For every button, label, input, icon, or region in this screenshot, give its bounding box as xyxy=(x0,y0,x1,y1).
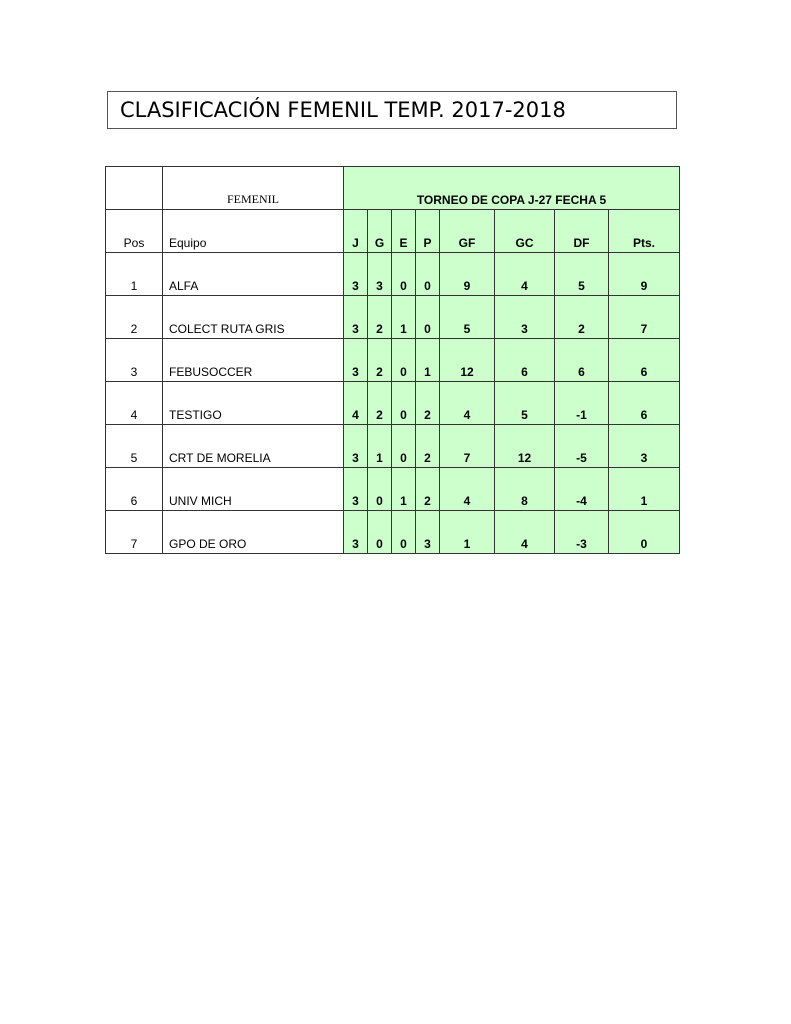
cell-team: GPO DE ORO xyxy=(163,511,344,554)
cell-p: 0 xyxy=(416,253,440,296)
column-header-p: P xyxy=(416,210,440,253)
cell-df: -4 xyxy=(555,468,609,511)
column-header-row xyxy=(106,210,680,253)
cell-gc: 12 xyxy=(495,425,555,468)
cell-pos: 1 xyxy=(106,253,163,296)
cell-team: TESTIGO xyxy=(163,382,344,425)
cell-gc: 3 xyxy=(495,296,555,339)
cell-g: 1 xyxy=(368,425,392,468)
column-header-pos: Pos xyxy=(106,210,163,253)
cell-pts: 9 xyxy=(609,253,680,296)
cell-gc: 6 xyxy=(495,339,555,382)
column-header-pts: Pts. xyxy=(609,210,680,253)
column-header-g: G xyxy=(368,210,392,253)
standings-table xyxy=(105,166,680,554)
table-row xyxy=(106,339,680,382)
cell-df: -5 xyxy=(555,425,609,468)
cell-gc: 4 xyxy=(495,253,555,296)
column-header-df: DF xyxy=(555,210,609,253)
cell-j: 3 xyxy=(344,296,368,339)
cell-j: 3 xyxy=(344,253,368,296)
cell-team: CRT DE MORELIA xyxy=(163,425,344,468)
cell-df: -1 xyxy=(555,382,609,425)
group-header-row xyxy=(106,167,680,210)
cell-g: 2 xyxy=(368,339,392,382)
cell-gf: 5 xyxy=(440,296,495,339)
cell-gf: 9 xyxy=(440,253,495,296)
cell-team: COLECT RUTA GRIS xyxy=(163,296,344,339)
cell-df: 2 xyxy=(555,296,609,339)
cell-pts: 6 xyxy=(609,382,680,425)
cell-gf: 12 xyxy=(440,339,495,382)
cell-j: 4 xyxy=(344,382,368,425)
cell-gf: 4 xyxy=(440,382,495,425)
cell-e: 0 xyxy=(392,339,416,382)
cell-e: 0 xyxy=(392,511,416,554)
page-title: CLASIFICACIÓN FEMENIL TEMP. 2017-2018 xyxy=(107,91,677,129)
cell-team: UNIV MICH xyxy=(163,468,344,511)
column-header-e: E xyxy=(392,210,416,253)
cell-pos: 7 xyxy=(106,511,163,554)
cell-g: 3 xyxy=(368,253,392,296)
cell-gf: 7 xyxy=(440,425,495,468)
tournament-label: TORNEO DE COPA J-27 FECHA 5 xyxy=(344,167,680,210)
cell-g: 0 xyxy=(368,511,392,554)
table-row xyxy=(106,511,680,554)
cell-e: 1 xyxy=(392,296,416,339)
cell-pos: 6 xyxy=(106,468,163,511)
cell-pts: 0 xyxy=(609,511,680,554)
cell-pts: 7 xyxy=(609,296,680,339)
cell-team: ALFA xyxy=(163,253,344,296)
table-row xyxy=(106,425,680,468)
table-row xyxy=(106,296,680,339)
cell-p: 0 xyxy=(416,296,440,339)
cell-df: 6 xyxy=(555,339,609,382)
cell-gc: 8 xyxy=(495,468,555,511)
cell-gf: 1 xyxy=(440,511,495,554)
column-header-gf: GF xyxy=(440,210,495,253)
cell-team: FEBUSOCCER xyxy=(163,339,344,382)
column-header-j: J xyxy=(344,210,368,253)
cell-g: 0 xyxy=(368,468,392,511)
cell-pts: 6 xyxy=(609,339,680,382)
cell-df: 5 xyxy=(555,253,609,296)
cell-j: 3 xyxy=(344,511,368,554)
table-row xyxy=(106,253,680,296)
cell-j: 3 xyxy=(344,339,368,382)
empty-header-cell xyxy=(106,167,163,210)
cell-j: 3 xyxy=(344,468,368,511)
cell-g: 2 xyxy=(368,296,392,339)
cell-e: 0 xyxy=(392,253,416,296)
cell-p: 2 xyxy=(416,425,440,468)
cell-pos: 2 xyxy=(106,296,163,339)
cell-j: 3 xyxy=(344,425,368,468)
cell-pos: 5 xyxy=(106,425,163,468)
cell-p: 2 xyxy=(416,468,440,511)
cell-p: 3 xyxy=(416,511,440,554)
cell-e: 1 xyxy=(392,468,416,511)
cell-gf: 4 xyxy=(440,468,495,511)
cell-pos: 4 xyxy=(106,382,163,425)
cell-gc: 5 xyxy=(495,382,555,425)
cell-g: 2 xyxy=(368,382,392,425)
cell-gc: 4 xyxy=(495,511,555,554)
cell-p: 1 xyxy=(416,339,440,382)
column-header-gc: GC xyxy=(495,210,555,253)
group-label: FEMENIL xyxy=(163,167,344,210)
cell-p: 2 xyxy=(416,382,440,425)
cell-pts: 1 xyxy=(609,468,680,511)
column-header-team: Equipo xyxy=(163,210,344,253)
table-row xyxy=(106,468,680,511)
cell-e: 0 xyxy=(392,382,416,425)
cell-df: -3 xyxy=(555,511,609,554)
cell-pts: 3 xyxy=(609,425,680,468)
cell-pos: 3 xyxy=(106,339,163,382)
cell-e: 0 xyxy=(392,425,416,468)
table-row xyxy=(106,382,680,425)
